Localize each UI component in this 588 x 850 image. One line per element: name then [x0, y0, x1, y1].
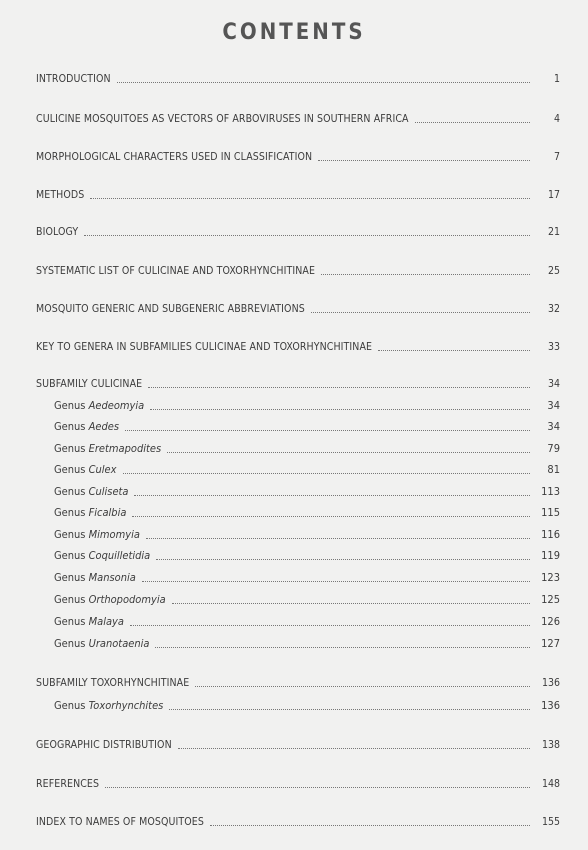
genus-name: Culiseta: [88, 485, 129, 498]
genus-prefix: Genus: [54, 485, 89, 498]
dot-leader: [142, 580, 530, 582]
genus-name: Uranotaenia: [88, 637, 150, 650]
toc-sub-entry: [54, 591, 560, 607]
dot-leader: [318, 159, 530, 161]
page-number: 138: [541, 739, 560, 751]
genus-prefix: Genus: [54, 615, 89, 628]
genus-prefix: Genus: [54, 420, 89, 433]
toc-entry-label: MOSQUITO GENERIC AND SUBGENERIC ABBREVIATIONS: [36, 303, 305, 315]
page-number: 4: [553, 113, 560, 125]
page-number: 126: [541, 615, 560, 628]
page-number: 33: [547, 341, 560, 353]
dot-leader: [415, 121, 530, 123]
dot-leader: [132, 515, 530, 517]
page-number: 148: [541, 778, 560, 790]
page-number: 21: [547, 226, 560, 238]
page-number: 116: [541, 528, 560, 541]
dot-leader: [155, 646, 530, 648]
page-number: 32: [547, 303, 560, 315]
toc-sub-entry: [54, 613, 560, 629]
genus-name: Ficalbia: [88, 506, 127, 519]
toc-entry: [36, 262, 560, 278]
dot-leader: [169, 708, 530, 710]
page-number: 25: [547, 265, 560, 277]
toc-entry-label: INDEX TO NAMES OF MOSQUITOES: [36, 816, 204, 828]
page-number: 155: [541, 816, 560, 828]
genus-prefix: Genus: [54, 399, 89, 412]
toc-sub-entry: [54, 397, 560, 413]
toc-entry-label: [54, 593, 166, 607]
toc-entry-label: SUBFAMILY CULICINAE: [36, 378, 143, 390]
genus-name: Malaya: [88, 615, 124, 628]
dot-leader: [195, 685, 530, 687]
genus-prefix: Genus: [54, 442, 89, 455]
dot-leader: [321, 273, 530, 275]
dot-leader: [130, 624, 530, 626]
toc-entry: [36, 338, 560, 354]
page-number: 17: [547, 189, 560, 201]
toc-entry: [36, 300, 560, 316]
toc-entry-label: CULICINE MOSQUITOES AS VECTORS OF ARBOVIRUSES IN SOUTHERN AFRICA: [36, 113, 409, 125]
genus-prefix: Genus: [54, 593, 89, 606]
toc-sub-entry: [54, 440, 560, 456]
toc-entry: [36, 70, 560, 86]
dot-leader: [311, 311, 530, 313]
dot-leader: [146, 537, 530, 539]
dot-leader: [134, 494, 530, 496]
dot-leader: [84, 234, 530, 236]
toc-sub-entry: [54, 697, 560, 713]
genus-prefix: Genus: [54, 506, 89, 519]
toc-sub-entry: [54, 526, 560, 542]
genus-prefix: Genus: [54, 463, 89, 476]
toc-entry-label: [54, 506, 126, 520]
toc-sub-entry: [54, 635, 560, 651]
genus-name: Aedeomyia: [88, 399, 145, 412]
toc-sub-entry: [54, 461, 560, 477]
genus-name: Coquilletidia: [88, 549, 151, 562]
genus-prefix: Genus: [54, 699, 89, 712]
toc-entry-label: [54, 528, 140, 542]
dot-leader: [156, 558, 530, 560]
dot-leader: [117, 81, 530, 83]
genus-name: Eretmapodites: [88, 442, 162, 455]
genus-prefix: Genus: [54, 571, 89, 584]
page-title: CONTENTS: [222, 20, 366, 45]
toc-sub-entry: [54, 504, 560, 520]
page-number: 119: [541, 549, 560, 562]
toc-entry-label: [54, 442, 161, 456]
toc-entry: [36, 223, 560, 239]
toc-entry-label: [54, 549, 150, 563]
toc-entry-label: MORPHOLOGICAL CHARACTERS USED IN CLASSIFICATION: [36, 151, 313, 163]
genus-name: Aedes: [88, 420, 119, 433]
toc-entry: [36, 813, 560, 829]
genus-prefix: Genus: [54, 528, 89, 541]
dot-leader: [210, 824, 530, 826]
page-number: 113: [541, 485, 560, 498]
toc-entry-label: SYSTEMATIC LIST OF CULICINAE AND TOXORHYNCHITINAE: [36, 265, 316, 277]
page-number: 7: [553, 151, 560, 163]
toc-entry-label: INTRODUCTION: [36, 73, 111, 85]
toc-sub-entry: [54, 569, 560, 585]
dot-leader: [178, 747, 530, 749]
page-number: 34: [547, 420, 560, 433]
toc-entry: [36, 674, 560, 690]
toc-entry-label: REFERENCES: [36, 778, 100, 790]
toc-entry-label: [54, 420, 119, 434]
toc-entry-label: [54, 699, 163, 713]
genus-name: Mansonia: [88, 571, 136, 584]
toc-entry-label: BIOLOGY: [36, 226, 79, 238]
toc-sub-entry: [54, 483, 560, 499]
dot-leader: [150, 408, 530, 410]
toc-entry-label: [54, 463, 117, 477]
toc-entry-label: METHODS: [36, 189, 85, 201]
dot-leader: [172, 602, 530, 604]
toc-entry: [36, 375, 560, 391]
toc-entry-label: [54, 637, 149, 651]
page-number: 34: [547, 399, 560, 412]
toc-sub-entry: [54, 418, 560, 434]
page-number: 136: [541, 699, 560, 712]
genus-prefix: Genus: [54, 549, 89, 562]
page-number: 1: [553, 73, 560, 85]
page-number: 125: [541, 593, 560, 606]
toc-entry-label: KEY TO GENERA IN SUBFAMILIES CULICINAE AND TOXORHYNCHITINAE: [36, 341, 373, 353]
page-number: 115: [541, 506, 560, 519]
toc-entry: [36, 148, 560, 164]
genus-name: Orthopodomyia: [88, 593, 166, 606]
genus-prefix: Genus: [54, 637, 89, 650]
dot-leader: [125, 429, 530, 431]
toc-entry-label: [54, 571, 136, 585]
toc-entry-label: SUBFAMILY TOXORHYNCHITINAE: [36, 677, 190, 689]
dot-leader: [148, 386, 530, 388]
toc-entry: [36, 186, 560, 202]
dot-leader: [123, 472, 531, 474]
dot-leader: [90, 197, 530, 199]
toc-entry-label: [54, 399, 144, 413]
genus-name: Culex: [88, 463, 117, 476]
page-number: 136: [541, 677, 560, 689]
genus-name: Mimomyia: [88, 528, 140, 541]
page-number: 79: [547, 442, 560, 455]
toc-entry-label: [54, 485, 128, 499]
toc-entry: [36, 736, 560, 752]
page-number: 34: [547, 378, 560, 390]
genus-name: Toxorhynchites: [88, 699, 164, 712]
toc-entry: [36, 110, 560, 126]
toc-entry: [36, 775, 560, 791]
page-number: 81: [547, 463, 560, 476]
toc-sub-entry: [54, 547, 560, 563]
page-number: 123: [541, 571, 560, 584]
dot-leader: [105, 786, 530, 788]
dot-leader: [378, 349, 530, 351]
toc-entry-label: GEOGRAPHIC DISTRIBUTION: [36, 739, 172, 751]
page-number: 127: [541, 637, 560, 650]
toc-entry-label: [54, 615, 124, 629]
dot-leader: [167, 451, 530, 453]
